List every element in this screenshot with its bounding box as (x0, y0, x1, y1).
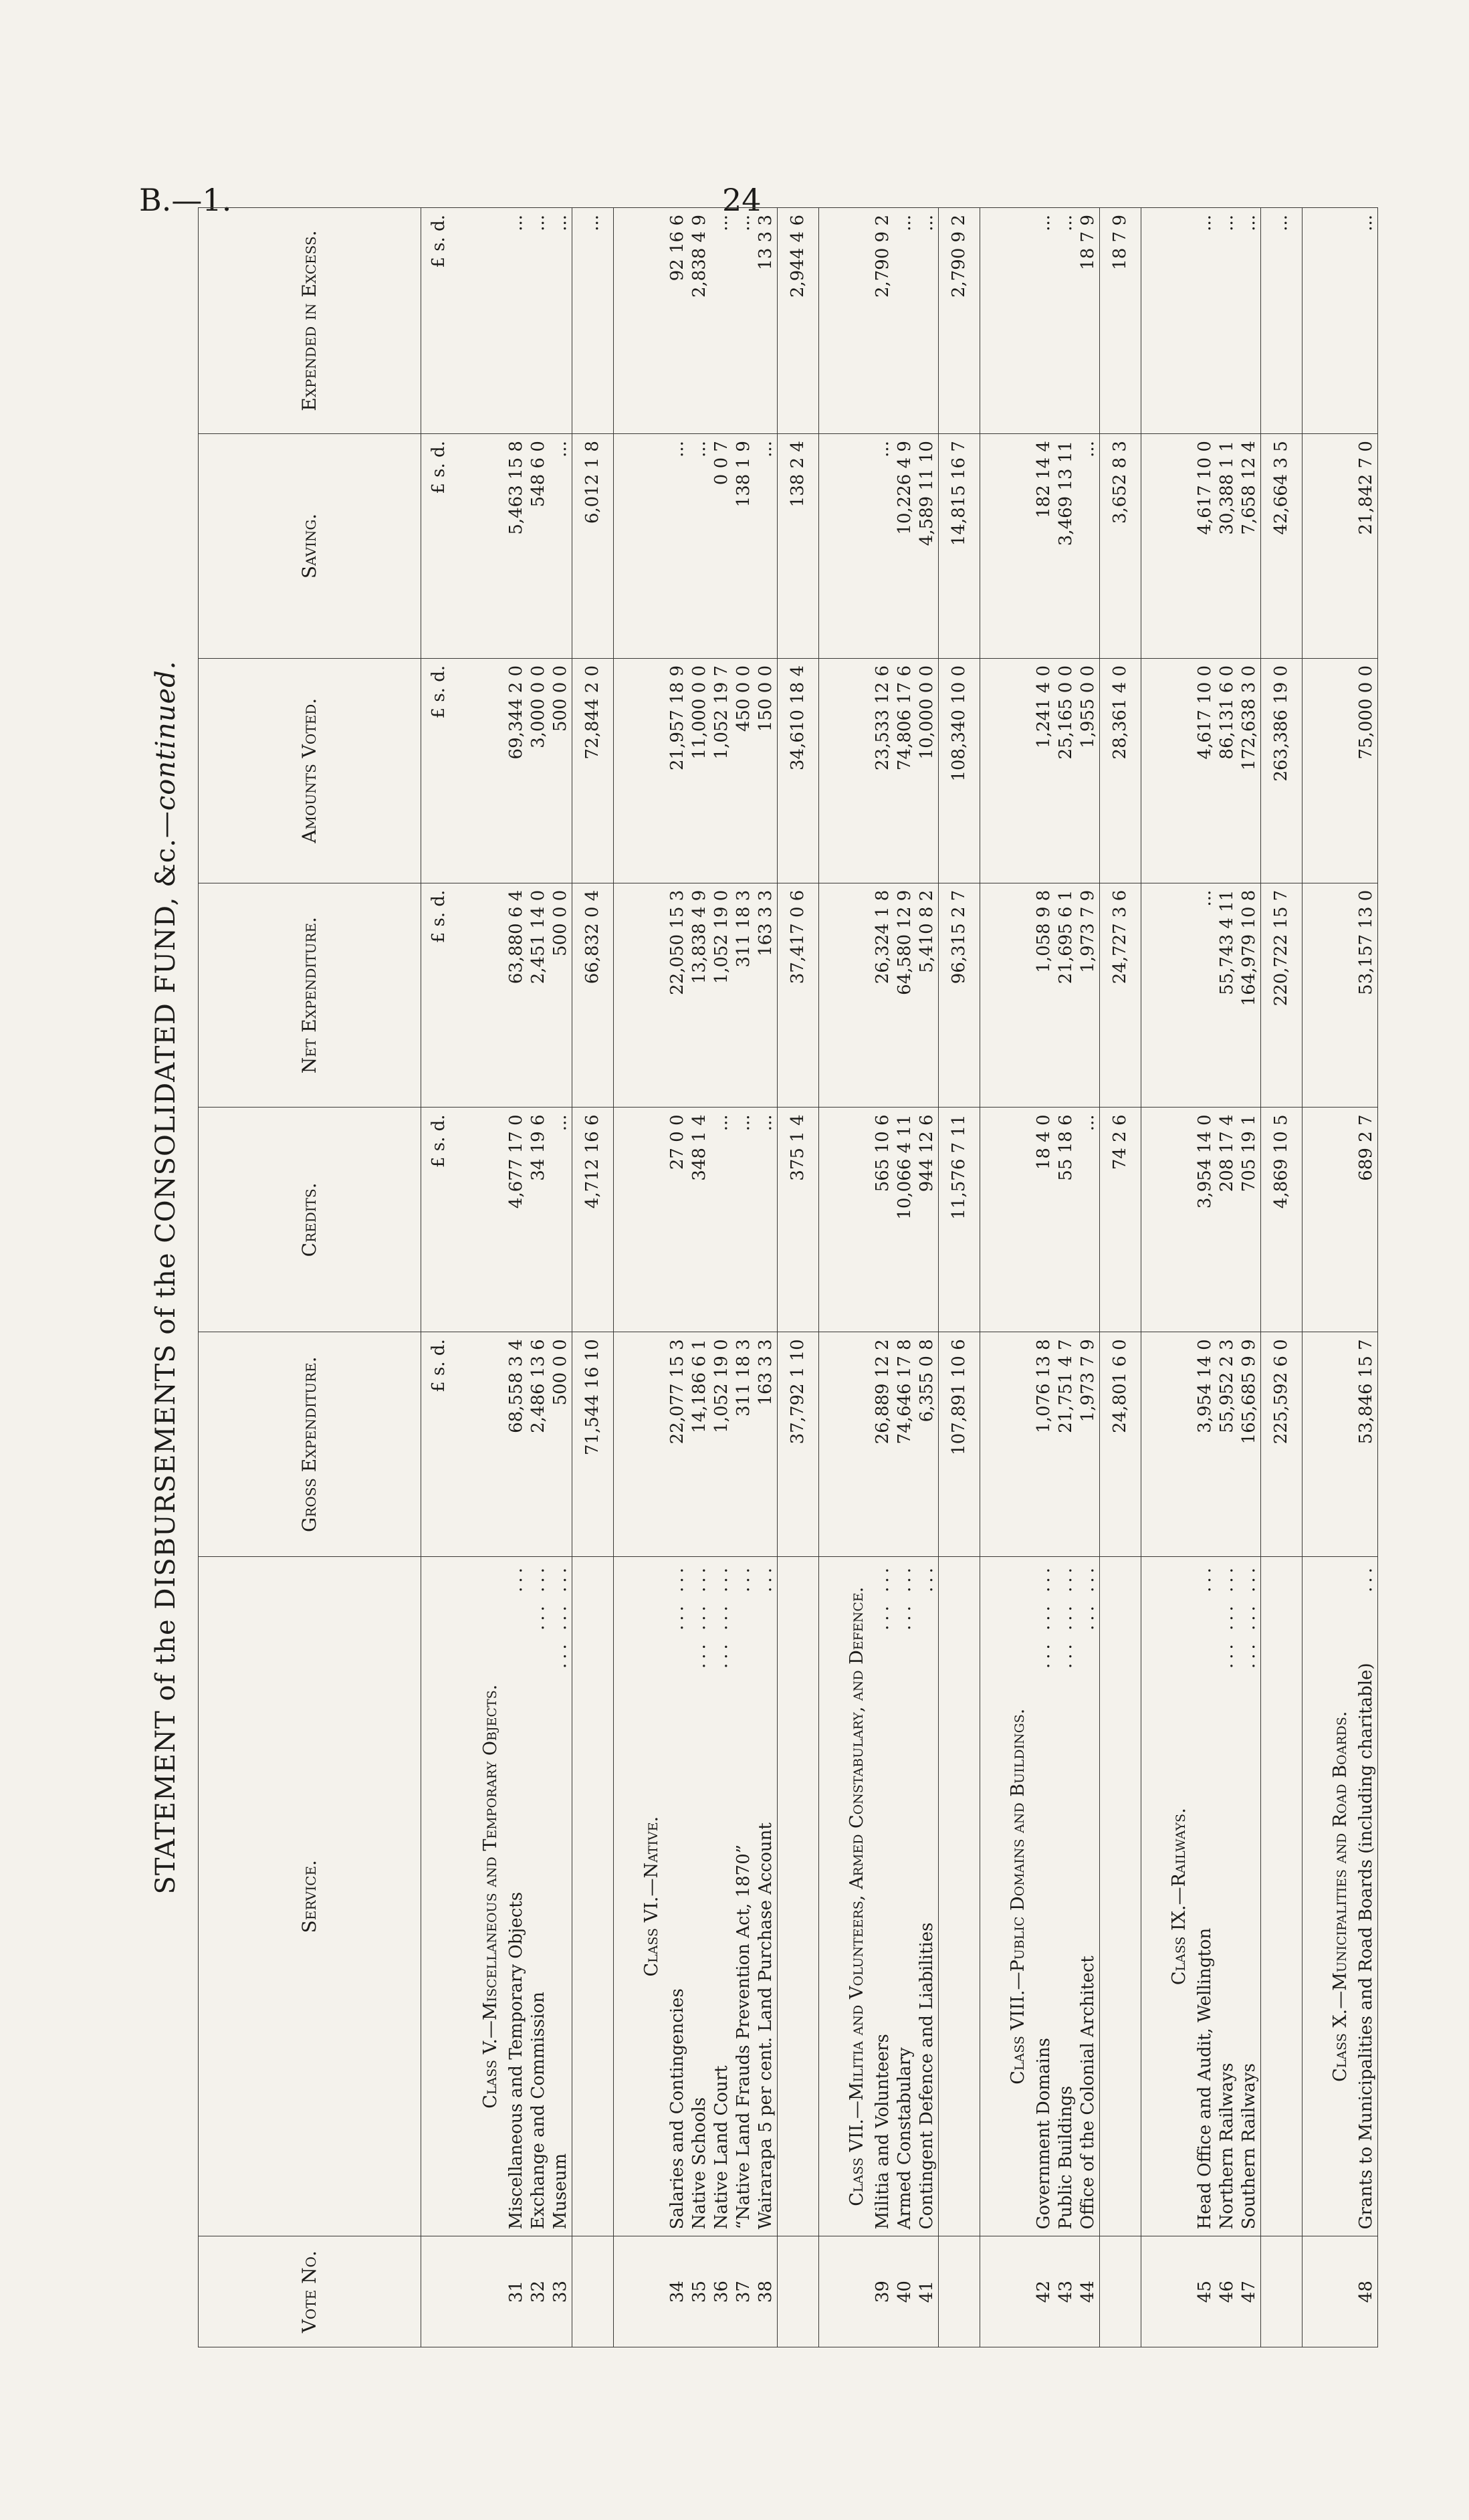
class-heading (980, 208, 1034, 2347)
voted-value: 1,955 0 0 (1077, 658, 1100, 883)
net-value: 1,973 7 9 (1077, 883, 1100, 1108)
class-total-row (1261, 208, 1303, 2347)
saving-value: 10,226 4 9 (894, 434, 916, 659)
voted-value: 74,806 17 6 (894, 658, 916, 883)
units-excess: £ s. d. (421, 208, 453, 434)
voted-value: 25,165 0 0 (1055, 658, 1077, 883)
gross-value: 2,486 13 6 (528, 1332, 550, 1557)
total-saving: 6,012 1 8 (572, 434, 614, 659)
saving-value: 138 1 9 (733, 434, 755, 659)
net-value: 55,743 4 11 (1216, 883, 1238, 1108)
col-gross: Gross Expenditure. (199, 1332, 421, 1557)
table-row: 31 Miscellaneous and Temporary Objects ... 68,558 3 4 4,677 17 0 63,880 6 4 69,344 2 0 5,463 15 8 ... (505, 208, 528, 2347)
excess-value: ... (733, 208, 755, 434)
total-excess: ... (572, 208, 614, 434)
table-row: 36 Native Land Court ... ... ... 1,052 19 0 ... 1,052 19 0 1,052 19 7 0 0 7 ... (711, 208, 733, 2347)
net-value: 22,050 15 3 (667, 883, 689, 1108)
saving-value: 30,388 1 1 (1216, 434, 1238, 659)
credits-value: 565 10 6 (872, 1108, 894, 1332)
total-excess: 18 7 9 (1100, 208, 1141, 434)
excess-value: ... (1055, 208, 1077, 434)
vote-no: 40 (894, 2236, 916, 2347)
vote-no: 47 (1238, 2236, 1261, 2347)
service-name: Native Schools (689, 2097, 709, 2230)
disbursements-table (198, 207, 1378, 2347)
voted-value: 4,617 10 0 (1194, 658, 1216, 883)
total-credits: 4,712 16 6 (572, 1108, 614, 1332)
total-voted: 72,844 2 0 (572, 658, 614, 883)
vote-no: 43 (1055, 2236, 1077, 2347)
vote-no: 38 (755, 2236, 778, 2347)
class-total-row (1100, 208, 1141, 2347)
total-gross: 24,801 6 0 (1100, 1332, 1141, 1557)
gross-value: 14,186 6 1 (689, 1332, 711, 1557)
excess-value: ... (894, 208, 916, 434)
service-name: Northern Railways (1217, 2063, 1237, 2230)
net-value: 1,052 19 0 (711, 883, 733, 1108)
total-excess: 2,944 4 6 (778, 208, 819, 434)
table-row: 47 Southern Railways ... ... ... 165,685 9 9 705 19 1 164,979 10 8 172,638 3 0 7,658 12 4 ... (1238, 208, 1261, 2347)
total-voted: 28,361 4 0 (1100, 658, 1141, 883)
saving-value: ... (1077, 434, 1100, 659)
total-credits: 11,576 7 11 (939, 1108, 980, 1332)
service-name: Exchange and Commission (528, 1992, 548, 2230)
units-saving: £ s. d. (421, 434, 453, 659)
saving-value: 3,469 13 11 (1055, 434, 1077, 659)
service-name: Head Office and Audit, Wellington (1195, 1927, 1215, 2230)
total-net: 220,722 15 7 (1261, 883, 1303, 1108)
credits-value: ... (733, 1108, 755, 1332)
voted-value: 10,000 0 0 (916, 658, 939, 883)
service-name: Grants to Municipalities and Road Boards (including charitable) (1356, 1663, 1376, 2230)
service-name: Native Land Court (711, 2065, 731, 2230)
header-row (199, 208, 421, 2347)
table-row: 48 Grants to Municipalities and Road Boards (including charitable) ... 53,846 15 7 689 2 7 53,157 13 0 75,000 0 0 21,842 7 0 ... (1355, 208, 1378, 2347)
net-value: 63,880 6 4 (505, 883, 528, 1108)
net-value: 500 0 0 (550, 883, 572, 1108)
net-value: 2,451 14 0 (528, 883, 550, 1108)
total-saving: 3,652 8 3 (1100, 434, 1141, 659)
excess-value: ... (916, 208, 939, 434)
class-heading (1141, 208, 1195, 2347)
total-voted: 34,610 18 4 (778, 658, 819, 883)
saving-value: ... (550, 434, 572, 659)
credits-value: ... (755, 1108, 778, 1332)
saving-value: 548 6 0 (528, 434, 550, 659)
gross-value: 1,052 19 0 (711, 1332, 733, 1557)
gross-value: 3,954 14 0 (1194, 1332, 1216, 1557)
excess-value: ... (1194, 208, 1216, 434)
gross-value: 1,076 13 8 (1033, 1332, 1055, 1557)
voted-value: 150 0 0 (755, 658, 778, 883)
excess-value: ... (528, 208, 550, 434)
class8-heading: Class VIII.—Public Domains and Buildings. (980, 1557, 1034, 2236)
saving-value: 182 14 4 (1033, 434, 1055, 659)
units-voted: £ s. d. (421, 658, 453, 883)
class-total-row (939, 208, 980, 2347)
vote-no: 41 (916, 2236, 939, 2347)
page-number: 24 (722, 182, 762, 218)
gross-value: 311 18 3 (733, 1332, 755, 1557)
vote-no: 44 (1077, 2236, 1100, 2347)
table-row: 42 Government Domains ... ... ... 1,076 13 8 18 4 0 1,058 9 8 1,241 4 0 182 14 4 ... (1033, 208, 1055, 2347)
class7-heading: Class VII.—Militia and Volunteers, Armed Constabulary, and Defence. (819, 1557, 873, 2236)
voted-value: 500 0 0 (550, 658, 572, 883)
credits-value: 689 2 7 (1355, 1108, 1378, 1332)
total-net: 24,727 3 6 (1100, 883, 1141, 1108)
service-name: Contingent Defence and Liabilities (917, 1922, 937, 2230)
credits-value: 18 4 0 (1033, 1108, 1055, 1332)
saving-value: 5,463 15 8 (505, 434, 528, 659)
credits-value: 348 1 4 (689, 1108, 711, 1332)
gross-value: 1,973 7 9 (1077, 1332, 1100, 1557)
voted-value: 172,638 3 0 (1238, 658, 1261, 883)
saving-value: 7,658 12 4 (1238, 434, 1261, 659)
units-row (421, 208, 453, 2347)
total-voted: 263,386 19 0 (1261, 658, 1303, 883)
table-row: 38 Wairarapa 5 per cent. Land Purchase Account ... 163 3 3 ... 163 3 3 150 0 0 ... 13 3 3 (755, 208, 778, 2347)
service-name: Wairarapa 5 per cent. Land Purchase Account (756, 1822, 776, 2230)
total-net: 96,315 2 7 (939, 883, 980, 1108)
saving-value: ... (872, 434, 894, 659)
vote-no: 33 (550, 2236, 572, 2347)
class-total-row (572, 208, 614, 2347)
rotated-statement (134, 207, 1376, 2347)
table-row: 41 Contingent Defence and Liabilities ... 6,355 0 8 944 12 6 5,410 8 2 10,000 0 0 4,589 11 10 ... (916, 208, 939, 2347)
total-voted: 108,340 10 0 (939, 658, 980, 883)
page-reference: B.—1. (139, 182, 232, 218)
statement-title (134, 207, 198, 2347)
service-name: Office of the Colonial Architect (1078, 1956, 1098, 2230)
vote-no: 45 (1194, 2236, 1216, 2347)
col-net: Net Expenditure. (199, 883, 421, 1108)
credits-value: 34 19 6 (528, 1108, 550, 1332)
vote-no: 32 (528, 2236, 550, 2347)
total-excess: 2,790 9 2 (939, 208, 980, 434)
credits-value: 208 17 4 (1216, 1108, 1238, 1332)
voted-value: 21,957 18 9 (667, 658, 689, 883)
total-gross: 71,544 16 10 (572, 1332, 614, 1557)
net-value: 53,157 13 0 (1355, 883, 1378, 1108)
credits-value: ... (711, 1108, 733, 1332)
net-value: 1,058 9 8 (1033, 883, 1055, 1108)
excess-value: 92 16 6 (667, 208, 689, 434)
service-name: Public Buildings (1056, 2085, 1076, 2230)
excess-value: ... (1238, 208, 1261, 434)
gross-value: 22,077 15 3 (667, 1332, 689, 1557)
voted-value: 75,000 0 0 (1355, 658, 1378, 883)
excess-value: 13 3 3 (755, 208, 778, 434)
vote-no: 42 (1033, 2236, 1055, 2347)
class-heading (614, 208, 667, 2347)
gross-value: 55,952 2 3 (1216, 1332, 1238, 1557)
total-credits: 74 2 6 (1100, 1108, 1141, 1332)
saving-value: 4,589 11 10 (916, 434, 939, 659)
table-row: 40 Armed Constabulary ... ... 74,646 17 8 10,066 4 11 64,580 12 9 74,806 17 6 10,226 4 9 ... (894, 208, 916, 2347)
col-vote-no: Vote No. (199, 2236, 421, 2347)
col-credits: Credits. (199, 1108, 421, 1332)
voted-value: 11,000 0 0 (689, 658, 711, 883)
service-name: Salaries and Contingencies (667, 1988, 687, 2230)
table-row: 32 Exchange and Commission ... ... 2,486 13 6 34 19 6 2,451 14 0 3,000 0 0 548 6 0 ... (528, 208, 550, 2347)
table-row: 43 Public Buildings ... ... ... 21,751 4 7 55 18 6 21,695 6 1 25,165 0 0 3,469 13 11 ... (1055, 208, 1077, 2347)
voted-value: 23,533 12 6 (872, 658, 894, 883)
total-gross: 225,592 6 0 (1261, 1332, 1303, 1557)
table-row: 35 Native Schools ... ... ... 14,186 6 1 348 1 4 13,838 4 9 11,000 0 0 ... 2,838 4 9 (689, 208, 711, 2347)
voted-value: 3,000 0 0 (528, 658, 550, 883)
class9-heading: Class IX.—Railways. (1141, 1557, 1195, 2236)
service-name: Southern Railways (1239, 2063, 1259, 2230)
class5-heading: Class V.—Miscellaneous and Temporary Objects. (453, 1557, 505, 2236)
saving-value: 4,617 10 0 (1194, 434, 1216, 659)
excess-value: 2,838 4 9 (689, 208, 711, 434)
table-row: 33 Museum ... ... ... 500 0 0 ... 500 0 0 500 0 0 ... ... (550, 208, 572, 2347)
units-net: £ s. d. (421, 883, 453, 1108)
table-row: 46 Northern Railways ... ... ... 55,952 2 3 208 17 4 55,743 4 11 86,131 6 0 30,388 1 1 ... (1216, 208, 1238, 2347)
total-saving: 138 2 4 (778, 434, 819, 659)
table-row: 44 Office of the Colonial Architect ... ... 1,973 7 9 ... 1,973 7 9 1,955 0 0 ... 18 7 9 (1077, 208, 1100, 2347)
saving-value: ... (689, 434, 711, 659)
col-voted: Amounts Voted. (199, 658, 421, 883)
vote-no: 36 (711, 2236, 733, 2347)
class-total-row (778, 208, 819, 2347)
credits-value: 705 19 1 (1238, 1108, 1261, 1332)
service-name: Museum (550, 2153, 570, 2230)
service-name: “Native Land Frauds Prevention Act, 1870” (733, 1844, 754, 2230)
total-net: 37,417 0 6 (778, 883, 819, 1108)
excess-value: 18 7 9 (1077, 208, 1100, 434)
service-name: Government Domains (1034, 2038, 1054, 2230)
total-saving: 14,815 16 7 (939, 434, 980, 659)
gross-value: 53,846 15 7 (1355, 1332, 1378, 1557)
table-row: 39 Militia and Volunteers ... ... 26,889 12 2 565 10 6 26,324 1 8 23,533 12 6 ... 2,790 9 2 (872, 208, 894, 2347)
excess-value: ... (550, 208, 572, 434)
net-value: 21,695 6 1 (1055, 883, 1077, 1108)
gross-value: 68,558 3 4 (505, 1332, 528, 1557)
col-service: Service. (199, 1557, 421, 2236)
class-heading (819, 208, 873, 2347)
units-gross: £ s. d. (421, 1332, 453, 1557)
vote-no: 34 (667, 2236, 689, 2347)
vote-no: 46 (1216, 2236, 1238, 2347)
voted-value: 450 0 0 (733, 658, 755, 883)
total-gross: 107,891 10 6 (939, 1332, 980, 1557)
voted-value: 69,344 2 0 (505, 658, 528, 883)
credits-value: 944 12 6 (916, 1108, 939, 1332)
excess-value: ... (711, 208, 733, 434)
col-excess: Expended in Excess. (199, 208, 421, 434)
service-name: Armed Constabulary (895, 2047, 915, 2230)
gross-value: 6,355 0 8 (916, 1332, 939, 1557)
vote-no: 48 (1355, 2236, 1378, 2347)
table-row: 37 “Native Land Frauds Prevention Act, 1870” ... 311 18 3 ... 311 18 3 450 0 0 138 1 9 ... (733, 208, 755, 2347)
net-value: 13,838 4 9 (689, 883, 711, 1108)
saving-value: 21,842 7 0 (1355, 434, 1378, 659)
credits-value: 4,677 17 0 (505, 1108, 528, 1332)
class-heading (453, 208, 505, 2347)
gross-value: 165,685 9 9 (1238, 1332, 1261, 1557)
col-saving: Saving. (199, 434, 421, 659)
voted-value: 1,052 19 7 (711, 658, 733, 883)
total-net: 66,832 0 4 (572, 883, 614, 1108)
saving-value: ... (755, 434, 778, 659)
class10-heading: Class X.—Municipalities and Road Boards. (1303, 1557, 1356, 2236)
gross-value: 26,889 12 2 (872, 1332, 894, 1557)
title-main: STATEMENT of the DISBURSEMENTS of the CONSOLIDATED FUND, &c.— (150, 811, 181, 1895)
table-row: 34 Salaries and Contingencies ... ... 22,077 15 3 27 0 0 22,050 15 3 21,957 18 9 ... 92 16 6 (667, 208, 689, 2347)
class-heading (1303, 208, 1356, 2347)
net-value: 163 3 3 (755, 883, 778, 1108)
total-credits: 375 1 4 (778, 1108, 819, 1332)
service-name: Militia and Volunteers (873, 2034, 893, 2230)
table-row: 45 Head Office and Audit, Wellington ... 3,954 14 0 3,954 14 0 ... 4,617 10 0 4,617 10 0 ... (1194, 208, 1216, 2347)
gross-value: 21,751 4 7 (1055, 1332, 1077, 1557)
voted-value: 86,131 6 0 (1216, 658, 1238, 883)
net-value: 26,324 1 8 (872, 883, 894, 1108)
credits-value: ... (1077, 1108, 1100, 1332)
total-excess: ... (1261, 208, 1303, 434)
credits-value: 3,954 14 0 (1194, 1108, 1216, 1332)
credits-value: 27 0 0 (667, 1108, 689, 1332)
vote-no: 39 (872, 2236, 894, 2347)
vote-no: 35 (689, 2236, 711, 2347)
net-value: 311 18 3 (733, 883, 755, 1108)
gross-value: 74,646 17 8 (894, 1332, 916, 1557)
net-value: ... (1194, 883, 1216, 1108)
total-saving: 42,664 3 5 (1261, 434, 1303, 659)
excess-value: ... (1216, 208, 1238, 434)
total-gross: 37,792 1 10 (778, 1332, 819, 1557)
net-value: 164,979 10 8 (1238, 883, 1261, 1108)
service-name: Miscellaneous and Temporary Objects (506, 1891, 526, 2230)
class6-heading: Class VI.—Native. (614, 1557, 667, 2236)
net-value: 64,580 12 9 (894, 883, 916, 1108)
total-credits: 4,869 10 5 (1261, 1108, 1303, 1332)
net-value: 5,410 8 2 (916, 883, 939, 1108)
units-credits: £ s. d. (421, 1108, 453, 1332)
saving-value: ... (667, 434, 689, 659)
credits-value: ... (550, 1108, 572, 1332)
excess-value: ... (1355, 208, 1378, 434)
gross-value: 163 3 3 (755, 1332, 778, 1557)
excess-value: ... (505, 208, 528, 434)
saving-value: 0 0 7 (711, 434, 733, 659)
credits-value: 55 18 6 (1055, 1108, 1077, 1332)
title-continued: continued. (150, 660, 181, 811)
gross-value: 500 0 0 (550, 1332, 572, 1557)
vote-no: 31 (505, 2236, 528, 2347)
voted-value: 1,241 4 0 (1033, 658, 1055, 883)
credits-value: 10,066 4 11 (894, 1108, 916, 1332)
excess-value: 2,790 9 2 (872, 208, 894, 434)
vote-no: 37 (733, 2236, 755, 2347)
excess-value: ... (1033, 208, 1055, 434)
